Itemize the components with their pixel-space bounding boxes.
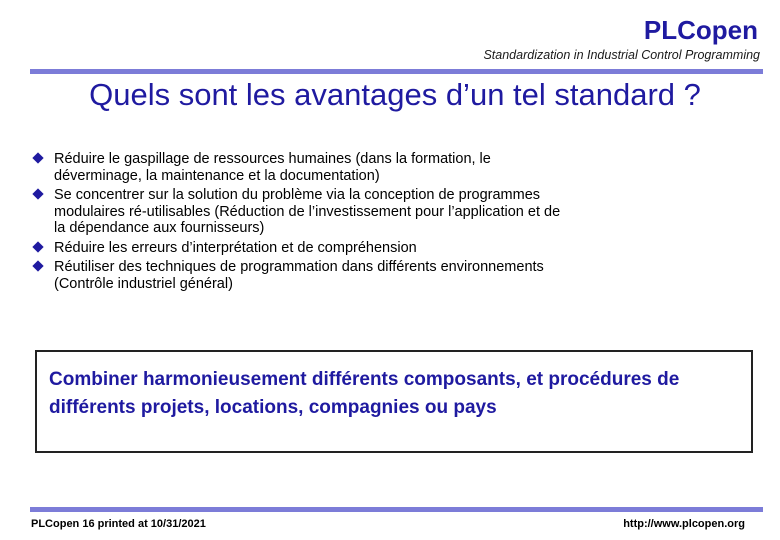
brand-logo-text: PLCopen [643,15,758,45]
bullet-item [33,187,573,237]
footer-divider [30,507,763,512]
bullet-item [33,259,573,292]
bullet-item [33,240,573,257]
bullet-list [33,151,573,295]
bullet-text: Se concentrer sur la solution du problème via la conception de programmes modulaires ré-utilisables (Réduction de l’investissement pour l’application et de la dépendance aux fournisseurs) [54,187,561,236]
footer-page-info: PLCopen 16 printed at 10/31/2021 [31,518,206,530]
diamond-bullet-icon [32,241,43,252]
callout-text: Combiner harmonieusement différents composants, et procédures de différents projets, locations, compagnies ou pays [49,369,680,418]
bullet-text: Réduire les erreurs d’interprétation et de compréhension [54,239,417,256]
callout-box [35,350,753,453]
footer-url-link[interactable]: http://www.plcopen.org [623,518,745,530]
bullet-item [33,151,573,184]
bullet-text: Réutiliser des techniques de programmation dans différents environnements (Contrôle industriel général) [54,259,544,292]
diamond-bullet-icon [32,152,43,163]
slide-title: Quels sont les avantages d’un tel standard ? [89,77,701,112]
brand-tagline: Standardization in Industrial Control Programming [483,48,760,62]
diamond-bullet-icon [32,188,43,199]
header-divider [30,69,763,74]
bullet-text: Réduire le gaspillage de ressources humaines (dans la formation, le déverminage, la maintenance et la documentation) [54,151,491,184]
diamond-bullet-icon [32,260,43,271]
